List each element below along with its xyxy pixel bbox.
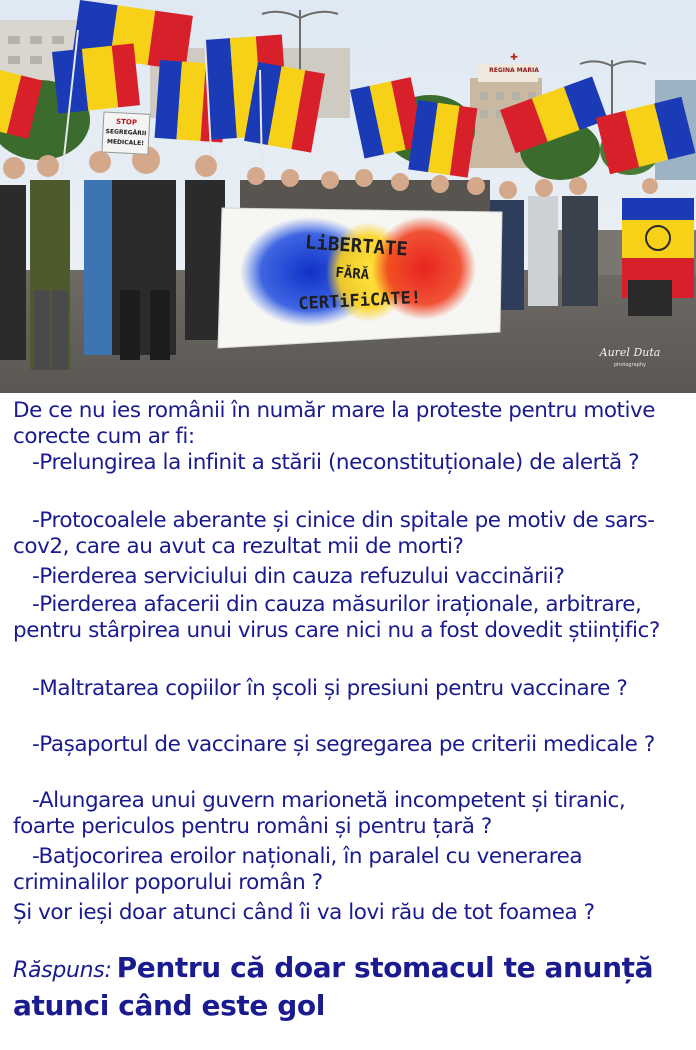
- list-item: -Pașaportul de vaccinare și segregarea pe criterii medicale ?: [32, 732, 655, 757]
- answer: [13, 951, 691, 1027]
- intro-question: De ce nu ies românii în număr mare la proteste pentru motive corecte cum ar fi:: [13, 398, 656, 449]
- svg-text:MEDICALE!: MEDICALE!: [106, 138, 145, 148]
- list-item: -Prelungirea la infinit a stării (neconstituționale) de alertă ?: [32, 450, 640, 475]
- svg-text:Aurel Duta: Aurel Duta: [599, 346, 661, 359]
- list-item: -Protocoalele aberante și cinice din spitale pe motiv de sars-cov2, care au avut ca rezultat mii de morti?: [13, 508, 655, 559]
- answer-label: Răspuns:: [13, 958, 112, 983]
- text-panel: [0, 393, 696, 1050]
- svg-text:STOP: STOP: [115, 117, 138, 127]
- protest-sign: [102, 112, 150, 154]
- protest-photo: [0, 0, 696, 393]
- list-item: -Batjocorirea eroilor naționali, în paralel cu venerarea criminalilor poporului român ?: [13, 844, 583, 895]
- svg-text:SEGREGĂRII: SEGREGĂRII: [105, 128, 147, 138]
- svg-text:CERTiFiCATE!: CERTiFiCATE!: [297, 287, 422, 315]
- svg-text:REGINA MARIA: REGINA MARIA: [489, 67, 539, 74]
- svg-text:✚: ✚: [510, 53, 518, 63]
- svg-text:FĂRĂ: FĂRĂ: [334, 264, 370, 284]
- closing-question: Și vor ieși doar atunci când îi va lovi rău de tot foamea ?: [13, 900, 595, 925]
- list-item: -Maltratarea copiilor în școli și presiuni pentru vaccinare ?: [32, 676, 628, 701]
- libertate-banner: [218, 208, 502, 348]
- svg-text:LiBERTATE: LiBERTATE: [304, 231, 409, 261]
- svg-text:photography: photography: [613, 362, 647, 368]
- list-item: -Pierderea serviciului din cauza refuzului vaccinării?: [32, 564, 565, 589]
- list-item: -Pierderea afacerii din cauza măsurilor iraționale, arbitrare, pentru stârpirea unui virus care nici nu a fost dovedit științific?: [13, 592, 660, 643]
- list-item: -Alungarea unui guvern marionetă incompetent și tiranic, foarte periculos pentru români și pentru țară ?: [13, 788, 626, 839]
- answer-text: Pentru că doar stomacul te anunță atunci când este gol: [13, 951, 654, 1022]
